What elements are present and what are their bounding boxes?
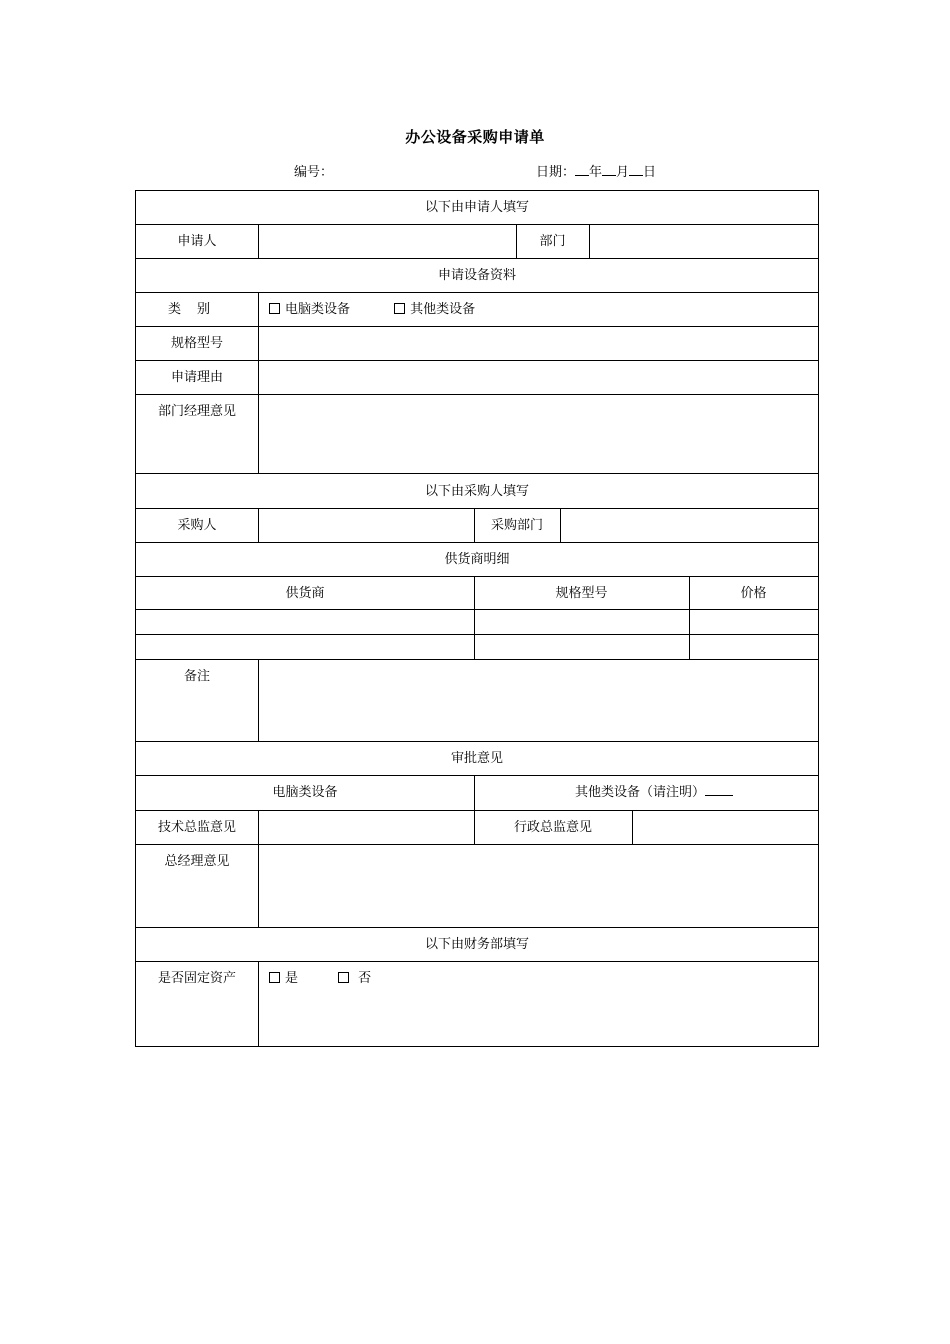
purchase-form — [135, 190, 819, 1047]
checkbox-icon — [269, 972, 280, 983]
col-divider — [258, 961, 259, 1046]
remarks-input[interactable] — [259, 660, 818, 740]
section-equipment: 申请设备资料 — [437, 268, 516, 283]
model-cell[interactable] — [475, 635, 688, 658]
category-label-text: 类别 — [167, 302, 226, 317]
year-blank[interactable] — [575, 163, 589, 176]
admin-director-label: 行政总监意见 — [513, 820, 592, 835]
option-yes-label: 是 — [285, 971, 299, 986]
row-divider — [136, 258, 818, 259]
category-options — [269, 298, 475, 317]
option-no-label: 否 — [358, 971, 372, 986]
fixed-asset-options — [269, 967, 371, 986]
row-divider — [136, 775, 818, 776]
section-applicant: 以下由申请人填写 — [424, 200, 529, 215]
approval-computer-label: 电脑类设备 — [272, 785, 338, 800]
remarks-label: 备注 — [183, 669, 210, 684]
row-divider — [136, 542, 818, 543]
approval-other — [575, 781, 733, 800]
model-cell[interactable] — [475, 610, 688, 633]
supplier-cell[interactable] — [136, 635, 473, 658]
checkbox-icon — [338, 972, 349, 983]
option-other[interactable] — [394, 298, 475, 317]
option-yes[interactable] — [269, 967, 298, 986]
row-divider — [136, 473, 818, 474]
reason-input[interactable] — [259, 361, 818, 393]
date-label: 日期： — [536, 165, 576, 180]
number-field[interactable] — [294, 161, 333, 180]
applicant-label: 申请人 — [177, 234, 217, 249]
applicant-input[interactable] — [259, 225, 515, 257]
date-year: 年 — [589, 165, 603, 180]
col-header-price: 价格 — [740, 586, 767, 601]
price-cell[interactable] — [690, 610, 818, 633]
day-blank[interactable] — [629, 163, 643, 176]
col-header-model: 规格型号 — [555, 586, 608, 601]
admin-director-input[interactable] — [633, 811, 818, 843]
category-label — [136, 298, 258, 317]
page-title: 办公设备采购申请单 — [405, 128, 545, 146]
date-day: 日 — [643, 165, 657, 180]
section-finance: 以下由财务部填写 — [424, 937, 529, 952]
gm-opinion-input[interactable] — [259, 845, 818, 926]
supplier-cell[interactable] — [136, 610, 473, 633]
approval-other-label: 其他类设备（请注明） — [575, 785, 706, 800]
row-divider — [136, 741, 818, 742]
manager-opinion-input[interactable] — [259, 395, 818, 472]
model-input[interactable] — [259, 327, 818, 359]
gm-opinion-label: 总经理意见 — [164, 854, 230, 869]
section-purchaser: 以下由采购人填写 — [424, 484, 529, 499]
option-computer-label: 电脑类设备 — [285, 302, 351, 317]
other-note-blank[interactable] — [705, 783, 733, 796]
section-approval: 审批意见 — [450, 751, 503, 766]
dept-label: 部门 — [539, 234, 566, 249]
section-supplier: 供货商明细 — [444, 552, 510, 567]
month-blank[interactable] — [602, 163, 616, 176]
dept-input[interactable] — [590, 225, 818, 257]
row-divider — [136, 292, 818, 293]
date-field[interactable] — [536, 161, 656, 180]
manager-opinion-label: 部门经理意见 — [157, 404, 236, 419]
checkbox-icon — [394, 303, 405, 314]
number-label: 编号： — [294, 165, 334, 180]
row-divider — [136, 927, 818, 928]
price-cell[interactable] — [690, 635, 818, 658]
option-other-label: 其他类设备 — [410, 302, 476, 317]
row-divider — [136, 576, 818, 577]
model-label: 规格型号 — [170, 336, 223, 351]
date-month: 月 — [616, 165, 630, 180]
purchaser-input[interactable] — [259, 509, 473, 541]
row-divider — [136, 961, 818, 962]
option-computer[interactable] — [269, 298, 350, 317]
purchase-dept-input[interactable] — [561, 509, 818, 541]
checkbox-icon — [269, 303, 280, 314]
fixed-asset-label: 是否固定资产 — [157, 971, 236, 986]
purchaser-label: 采购人 — [177, 518, 217, 533]
purchase-dept-label: 采购部门 — [490, 518, 543, 533]
col-header-supplier: 供货商 — [285, 586, 325, 601]
tech-director-input[interactable] — [259, 811, 473, 843]
tech-director-label: 技术总监意见 — [157, 820, 236, 835]
reason-label: 申请理由 — [170, 370, 223, 385]
option-no[interactable] — [338, 967, 371, 986]
